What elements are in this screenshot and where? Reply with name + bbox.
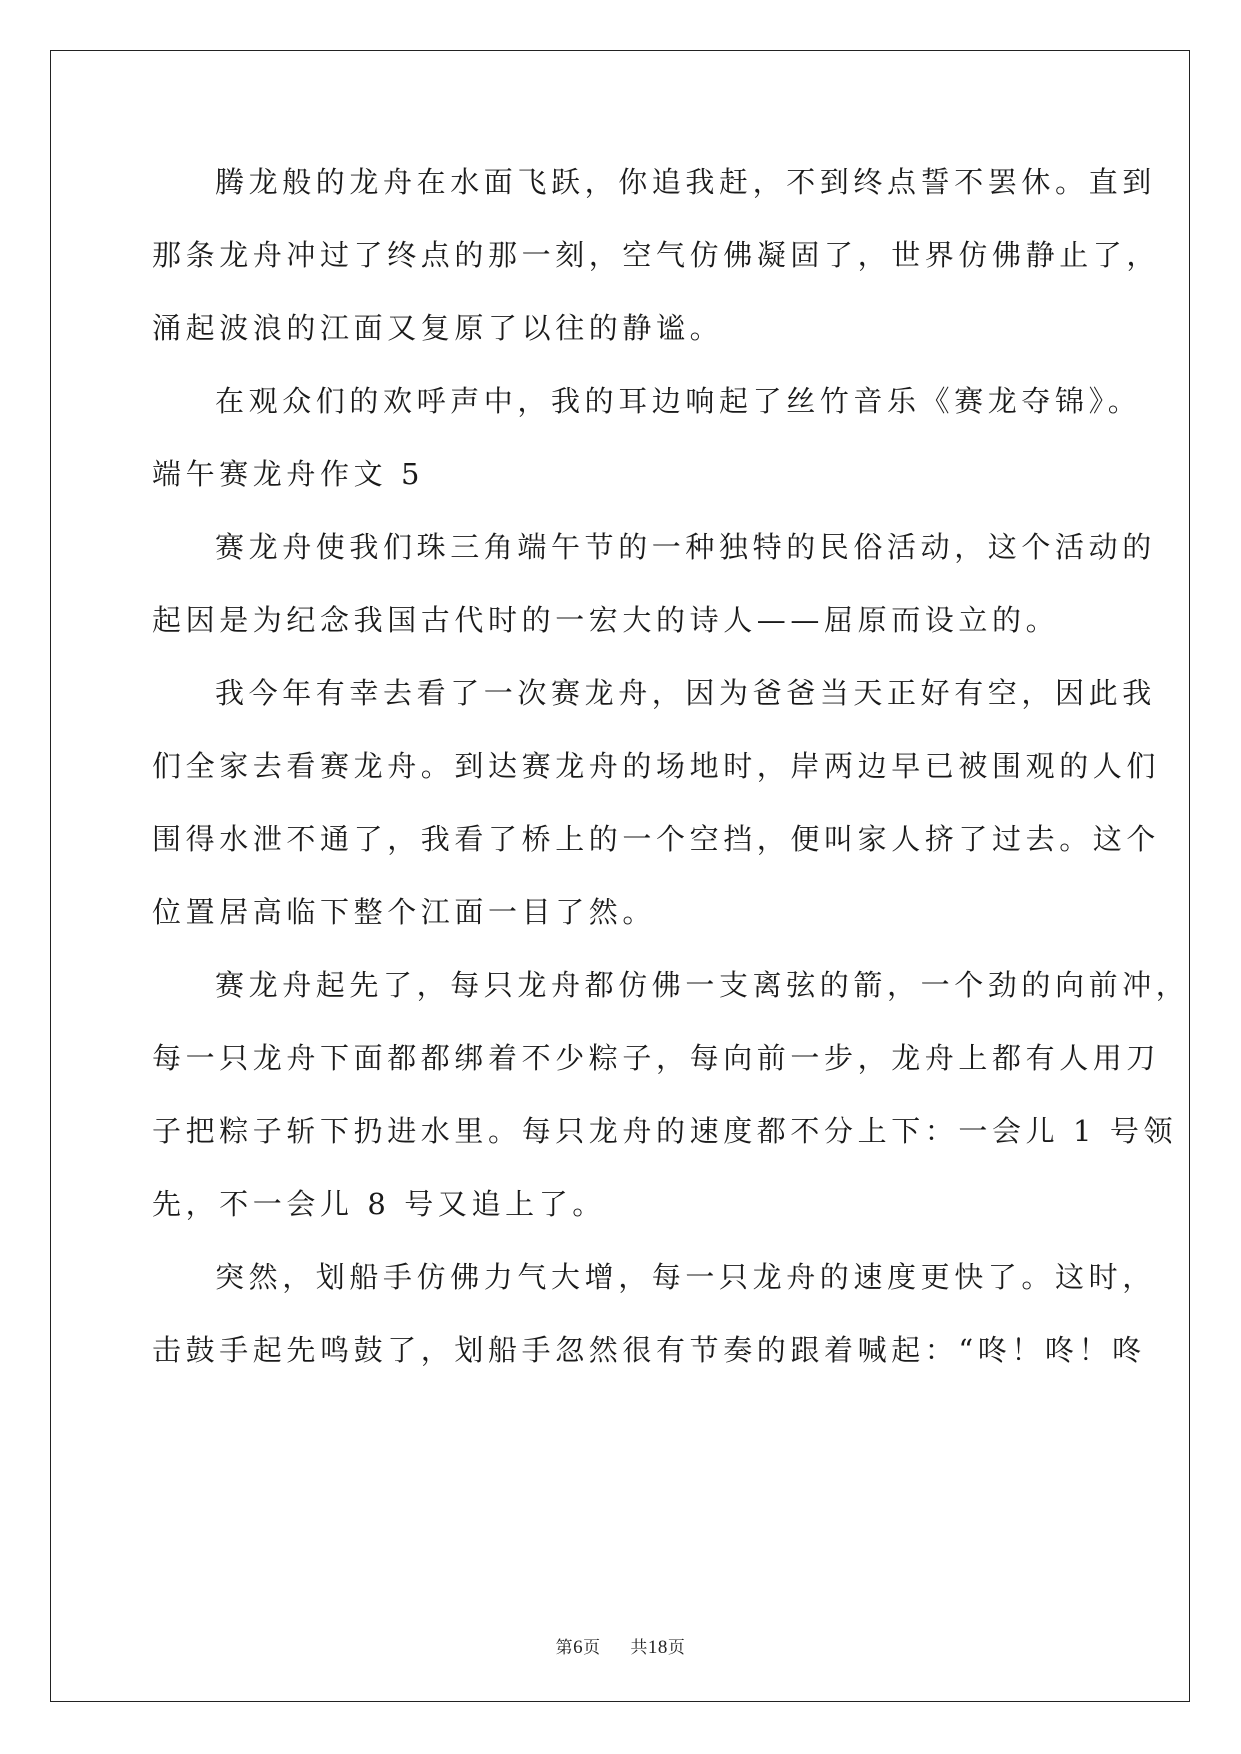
paragraph-line: 我今年有幸去看了一次赛龙舟，因为爸爸当天正好有空，因此我 bbox=[215, 676, 1156, 710]
paragraph-line: 赛龙舟起先了，每只龙舟都仿佛一支离弦的箭，一个劲的向前冲， bbox=[215, 968, 1190, 1002]
page-footer bbox=[0, 1633, 1241, 1659]
page-number: 第6页 bbox=[555, 1637, 601, 1658]
paragraph-line: 起因是为纪念我国古代时的一宏大的诗人——屈原而设立的。 bbox=[152, 603, 1060, 637]
section-heading: 端午赛龙舟作文 5 bbox=[152, 457, 425, 491]
paragraph-line: 先，不一会儿 8 号又追上了。 bbox=[152, 1187, 606, 1221]
page-frame bbox=[50, 50, 1190, 1702]
paragraph-line: 每一只龙舟下面都都绑着不少粽子，每向前一步，龙舟上都有人用刀 bbox=[152, 1041, 1161, 1075]
page-total: 共18页 bbox=[630, 1637, 686, 1658]
paragraph-line: 腾龙般的龙舟在水面飞跃，你追我赶，不到终点誓不罢休。直到 bbox=[215, 165, 1156, 199]
paragraph-line: 突然，划船手仿佛力气大增，每一只龙舟的速度更快了。这时， bbox=[215, 1260, 1156, 1294]
paragraph-line: 击鼓手起先鸣鼓了，划船手忽然很有节奏的跟着喊起：“咚！咚！咚 bbox=[152, 1333, 1146, 1367]
paragraph-line: 在观众们的欢呼声中，我的耳边响起了丝竹音乐《赛龙夺锦》。 bbox=[215, 384, 1142, 418]
paragraph-line: 赛龙舟使我们珠三角端午节的一种独特的民俗活动，这个活动的 bbox=[215, 530, 1156, 564]
paragraph-line: 子把粽子斩下扔进水里。每只龙舟的速度都不分上下：一会儿 1 号领 bbox=[152, 1114, 1178, 1148]
paragraph-line: 位置居高临下整个江面一目了然。 bbox=[152, 895, 657, 929]
paragraph-line: 们全家去看赛龙舟。到达赛龙舟的场地时，岸两边早已被围观的人们 bbox=[152, 749, 1161, 783]
paragraph-line: 围得水泄不通了，我看了桥上的一个空挡，便叫家人挤了过去。这个 bbox=[152, 822, 1161, 856]
paragraph-line: 那条龙舟冲过了终点的那一刻，空气仿佛凝固了，世界仿佛静止了， bbox=[152, 238, 1161, 272]
paragraph-line: 涌起波浪的江面又复原了以往的静谧。 bbox=[152, 311, 724, 345]
